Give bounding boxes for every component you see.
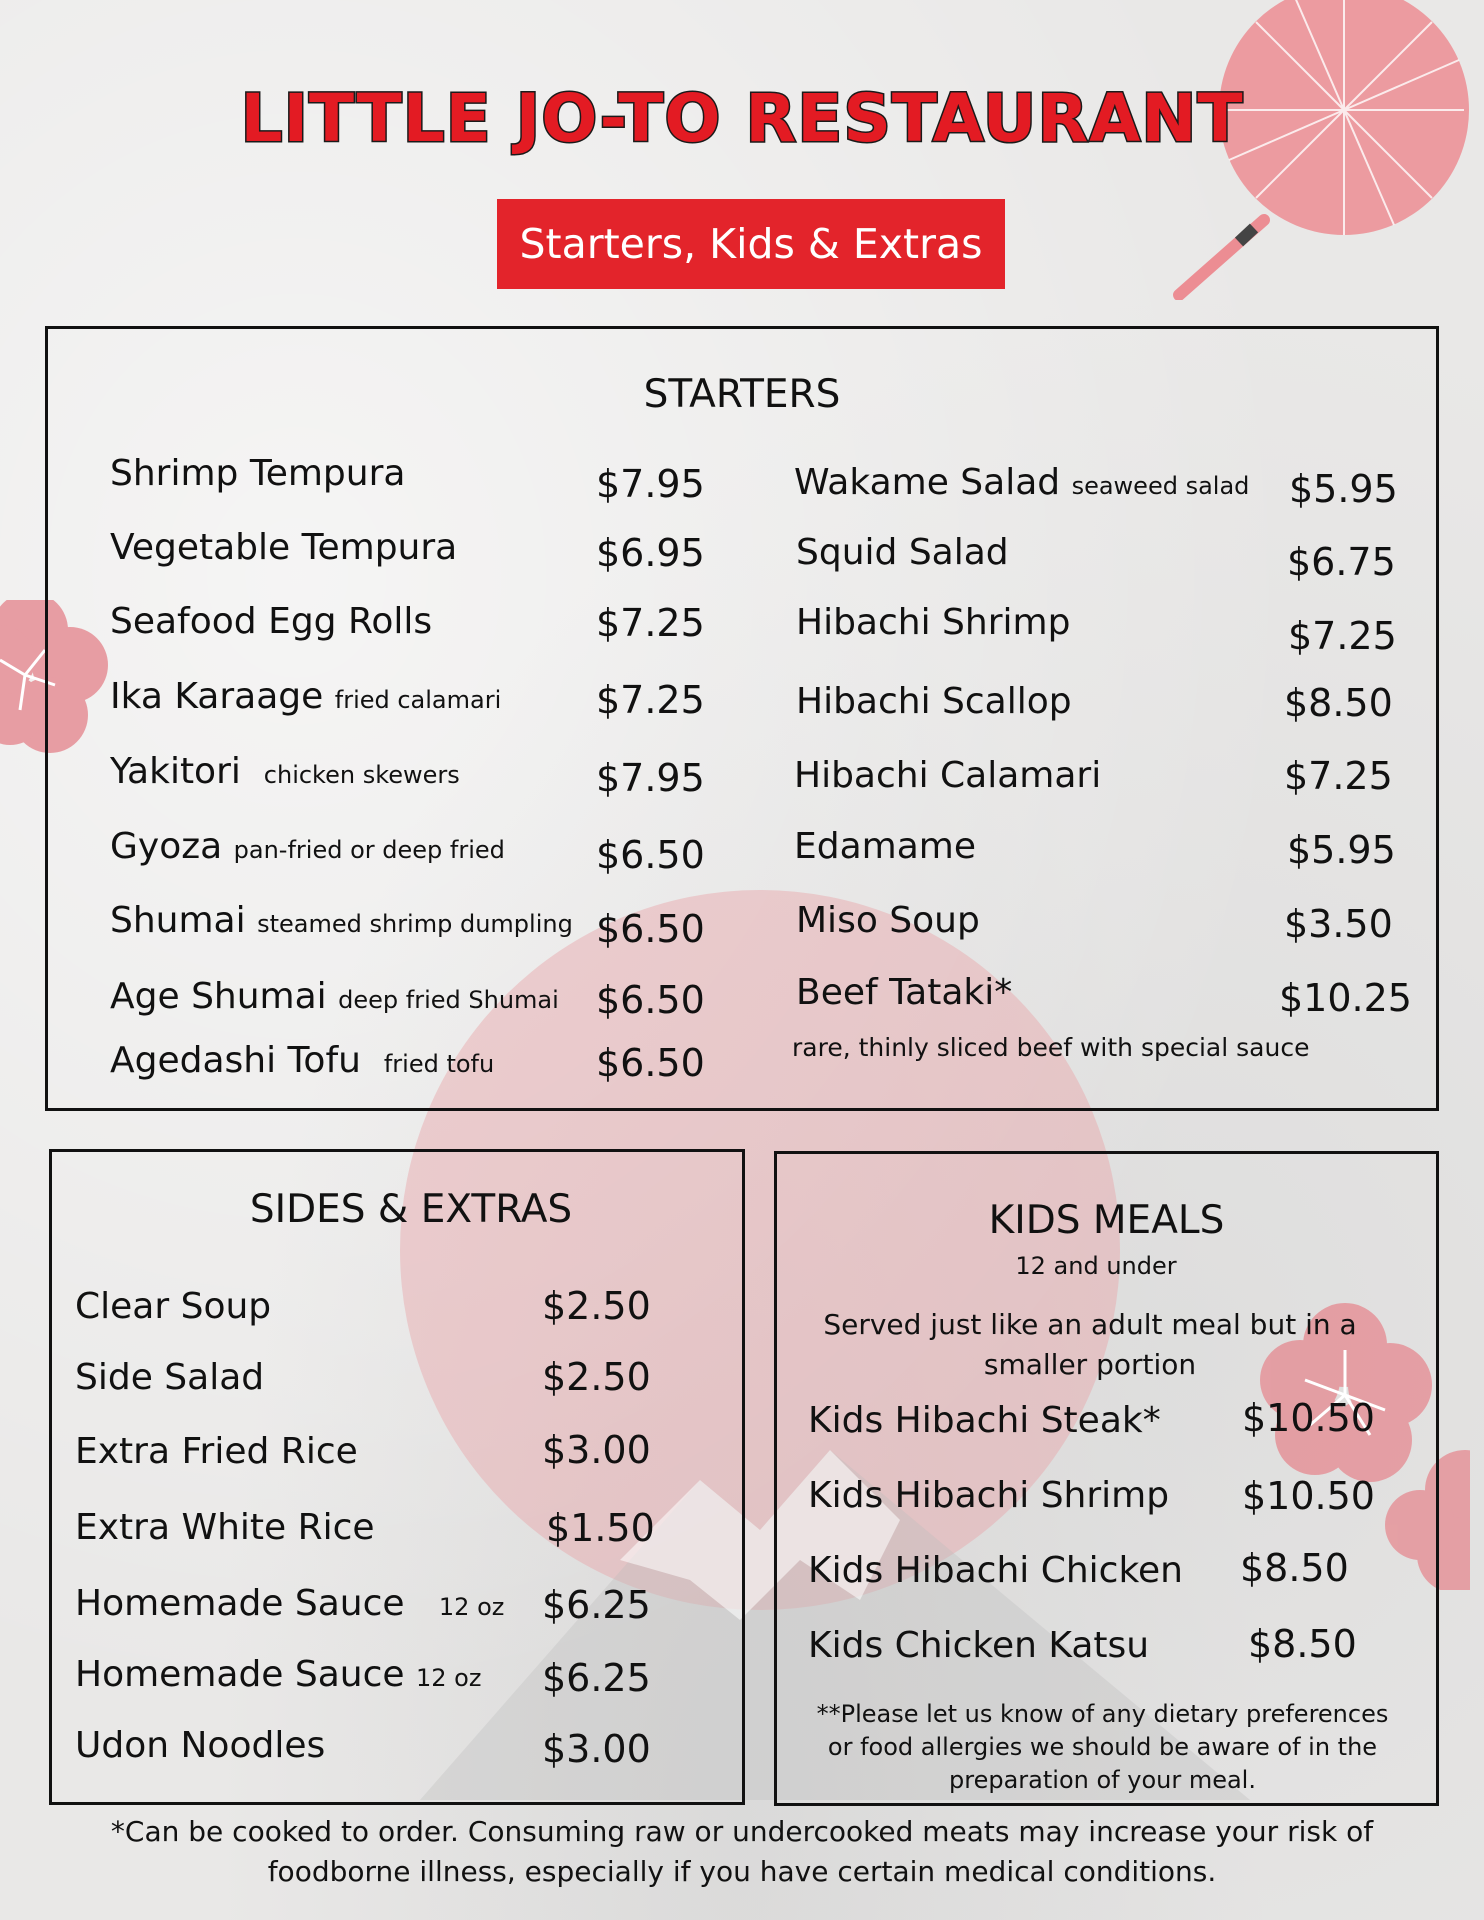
menu-item-price: $6.25 (542, 1656, 651, 1700)
menu-item-name: Kids Chicken Katsu (808, 1625, 1150, 1666)
menu-item-price: $6.95 (596, 531, 705, 575)
menu-item (75, 1583, 504, 1624)
menu-item (110, 826, 505, 867)
menu-item-note: fried calamari (334, 686, 502, 714)
menu-item-name: Hibachi Shrimp (796, 602, 1071, 643)
menu-item-description: rare, thinly sliced beef with special sauce (792, 1033, 1310, 1062)
menu-item-note: fried tofu (383, 1050, 495, 1078)
kids-age-note: 12 and under (1015, 1252, 1177, 1280)
menu-item-price: $6.25 (542, 1583, 651, 1627)
menu-item-price: $5.95 (1287, 828, 1396, 872)
menu-item-price: $10.50 (1242, 1396, 1375, 1440)
menu-item-name: Kids Hibachi Steak* (808, 1400, 1161, 1441)
menu-item-price: $3.00 (542, 1428, 651, 1472)
menu-item-name: Extra Fried Rice (75, 1431, 358, 1472)
menu-item-name: Wakame Salad (794, 462, 1061, 503)
menu-item-price: $6.50 (596, 1041, 705, 1085)
menu-item-name: Clear Soup (75, 1286, 272, 1327)
menu-item (794, 755, 1101, 796)
menu-item (75, 1357, 264, 1398)
menu-item-price: $3.50 (1284, 902, 1393, 946)
menu-item-name: Squid Salad (796, 532, 1009, 573)
menu-item (75, 1507, 375, 1548)
menu-item (110, 453, 405, 494)
menu-item-note: 12 oz (438, 1593, 505, 1621)
sides-extras-section (49, 1149, 745, 1805)
menu-item-name: Miso Soup (796, 900, 980, 941)
menu-item-name: Shrimp Tempura (110, 453, 406, 494)
menu-item-name: Seafood Egg Rolls (110, 601, 433, 642)
menu-item-note: deep fried Shumai (338, 986, 559, 1014)
menu-item-name: Shumai (110, 900, 246, 941)
menu-item-price: $6.75 (1287, 540, 1396, 584)
menu-item-price: $8.50 (1248, 1622, 1357, 1666)
restaurant-title: LITTLE JO-TO RESTAURANT (240, 80, 1244, 157)
menu-item-name: Yakitori (110, 751, 241, 792)
menu-item-name: Kids Hibachi Chicken (808, 1550, 1183, 1591)
menu-item-name: Age Shumai (110, 976, 327, 1017)
menu-item (794, 826, 976, 867)
menu-item-price: $3.00 (542, 1727, 651, 1771)
menu-item-name: Ika Karaage (110, 676, 324, 717)
menu-item (796, 532, 1009, 573)
menu-item-price: $7.25 (1284, 754, 1393, 798)
menu-item (110, 1040, 494, 1081)
menu-item-name: Gyoza (110, 826, 223, 867)
menu-item (110, 527, 457, 568)
menu-item-price: $8.50 (1284, 681, 1393, 725)
menu-item-price: $6.50 (596, 978, 705, 1022)
menu-item-name: Extra White Rice (75, 1507, 375, 1548)
menu-item-price: $7.95 (596, 462, 705, 506)
menu-item (110, 751, 460, 792)
menu-item-price: $5.95 (1289, 467, 1398, 511)
menu-item-name: Udon Noodles (75, 1725, 326, 1766)
consumer-advisory-footer: *Can be cooked to order. Consuming raw or undercooked meats may increase your risk of foodborne illness, especially if you have certain medical conditions. (110, 1815, 1374, 1888)
menu-item-price: $6.50 (596, 833, 705, 877)
menu-item-note: seaweed salad (1071, 472, 1250, 500)
kids-description: Served just like an adult meal but in a smaller portion (823, 1308, 1357, 1381)
menu-item (796, 972, 1012, 1013)
menu-subtitle-banner: Starters, Kids & Extras (497, 199, 1005, 289)
menu-item-name: Beef Tataki* (796, 972, 1013, 1013)
menu-item (110, 976, 559, 1017)
menu-item-note: chicken skewers (263, 761, 460, 789)
menu-item (110, 676, 501, 717)
menu-item-name: Kids Hibachi Shrimp (808, 1475, 1170, 1516)
menu-item (796, 900, 980, 941)
menu-item (796, 602, 1070, 643)
menu-item (110, 601, 432, 642)
menu-item-note: 12 oz (416, 1664, 482, 1692)
menu-item-name: Side Salad (75, 1357, 265, 1398)
menu-item-note: steamed shrimp dumpling (257, 910, 573, 938)
menu-item-price: $7.25 (1288, 614, 1397, 658)
menu-item-note: pan-fried or deep fried (233, 836, 505, 864)
kids-meals-heading: KIDS MEALS (988, 1198, 1225, 1243)
menu-item (808, 1550, 1183, 1591)
menu-item-price: $8.50 (1240, 1546, 1349, 1590)
menu-item (808, 1475, 1169, 1516)
menu-item (796, 681, 1072, 722)
menu-item-price: $10.25 (1279, 976, 1412, 1020)
menu-item-name: Edamame (794, 826, 977, 867)
menu-item-name: Homemade Sauce (75, 1583, 405, 1624)
menu-item-price: $7.95 (596, 756, 705, 800)
menu-item-name: Agedashi Tofu (110, 1040, 361, 1081)
menu-item (75, 1431, 358, 1472)
menu-item-price: $6.50 (596, 907, 705, 951)
menu-item-name: Hibachi Calamari (794, 755, 1102, 796)
menu-item (75, 1654, 481, 1695)
menu-item-name: Hibachi Scallop (796, 681, 1072, 722)
menu-item (794, 462, 1249, 503)
menu-item-price: $7.25 (596, 601, 705, 645)
menu-item-name: Vegetable Tempura (110, 527, 458, 568)
sides-extras-heading: SIDES & EXTRAS (249, 1187, 573, 1232)
menu-item (808, 1625, 1149, 1666)
menu-item-price: $7.25 (596, 678, 705, 722)
menu-item (75, 1725, 325, 1766)
menu-item-price: $1.50 (546, 1506, 655, 1550)
menu-item-price: $2.50 (542, 1355, 651, 1399)
menu-item-price: $2.50 (542, 1284, 651, 1328)
allergy-note: **Please let us know of any dietary preferences or food allergies we should be aware of in the preparation of your meal. (816, 1700, 1389, 1794)
menu-item-name: Homemade Sauce (75, 1654, 405, 1695)
menu-item (75, 1286, 271, 1327)
starters-heading: STARTERS (643, 372, 841, 417)
menu-item (110, 900, 573, 941)
menu-item-price: $10.50 (1242, 1474, 1375, 1518)
menu-item (808, 1400, 1161, 1441)
